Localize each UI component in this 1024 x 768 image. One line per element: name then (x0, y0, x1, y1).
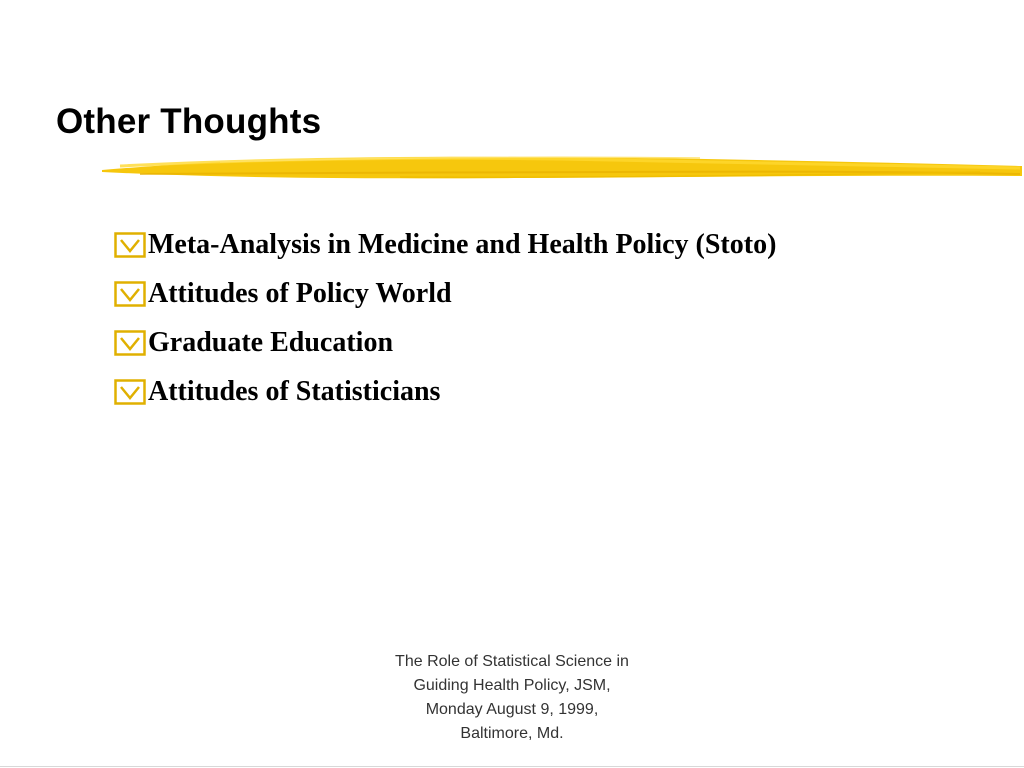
bullet-item (114, 367, 776, 416)
checkbox-z-icon (114, 329, 146, 357)
title-underline-brush-stroke (100, 150, 1024, 186)
bullet-text: Attitudes of Policy World (148, 277, 452, 309)
bullet-item (114, 220, 776, 269)
bullet-item (114, 318, 776, 367)
slide-footer (312, 650, 712, 746)
footer-line: Monday August 9, 1999, (425, 701, 599, 718)
slide-title: Other Thoughts (56, 102, 322, 141)
bullet-text: Graduate Education (148, 326, 394, 358)
bottom-divider (0, 766, 1024, 767)
checkbox-z-icon (114, 280, 146, 308)
checkbox-z-icon (114, 378, 146, 406)
footer-line: Guiding Health Policy, JSM, (413, 677, 611, 694)
footer-line: The Role of Statistical Science in (395, 653, 629, 670)
checkbox-z-icon (114, 231, 146, 259)
bullet-text: Meta-Analysis in Medicine and Health Policy (Stoto) (148, 228, 777, 260)
bullet-text: Attitudes of Statisticians (148, 375, 441, 407)
bullet-list (114, 220, 776, 416)
bullet-item (114, 269, 776, 318)
footer-line: Baltimore, Md. (460, 725, 564, 742)
